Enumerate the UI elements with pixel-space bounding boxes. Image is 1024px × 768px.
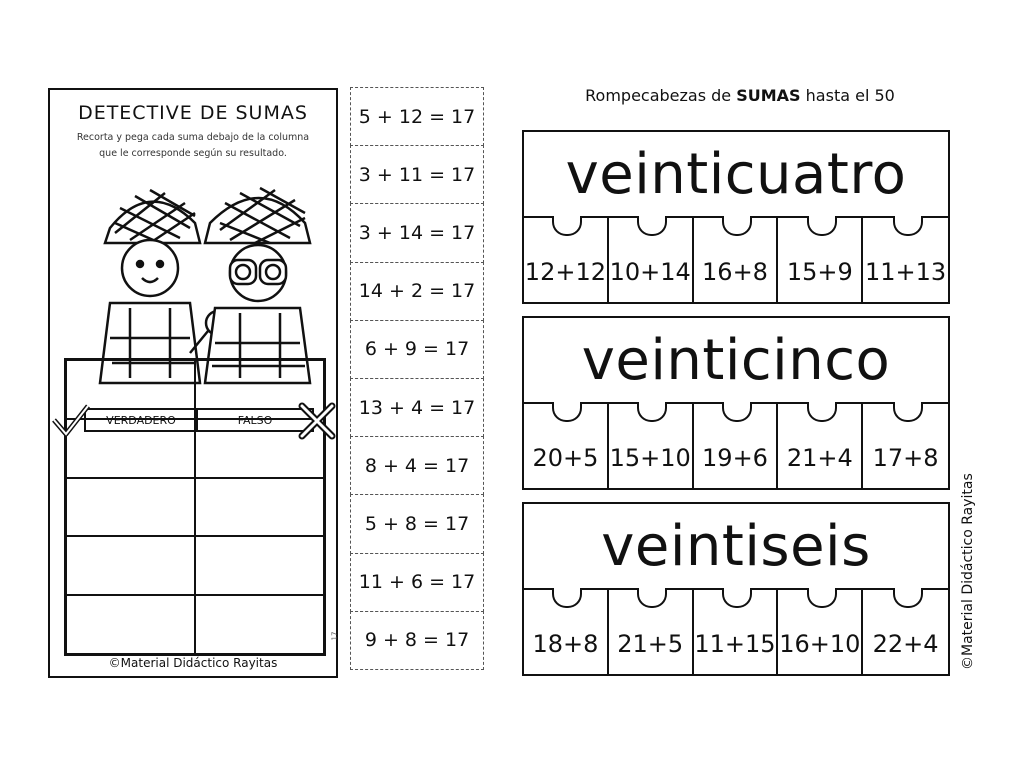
puzzle-sums [522,218,950,304]
cutout-sum[interactable]: 3 + 14 = 17 [350,203,484,262]
puzzle-piece-sum: 11+15 [694,630,776,658]
column-header-true: VERDADERO [84,408,198,432]
side-copyright: ©Material Didáctico Rayitas [960,473,976,670]
cutout-sum[interactable]: 11 + 6 = 17 [350,553,484,612]
answer-cell[interactable] [66,536,195,595]
puzzles-title-bold: SUMAS [736,86,801,105]
cutout-sum[interactable]: 14 + 2 = 17 [350,262,484,321]
worksheet-copyright: ©Material Didáctico Rayitas [108,656,278,670]
cross-icon [298,402,336,440]
puzzle-piece[interactable] [863,590,948,674]
puzzle-piece[interactable] [778,590,863,674]
cutout-sum[interactable]: 9 + 8 = 17 [350,611,484,670]
puzzle-1 [522,130,950,304]
puzzle-piece-sum: 15+9 [786,258,853,286]
puzzle-piece-sum: 16+8 [702,258,768,286]
puzzle-word[interactable]: veinticuatro [522,130,950,218]
puzzle-piece-sum: 21+4 [786,444,853,472]
cutout-sum[interactable]: 5 + 12 = 17 [350,87,484,146]
worksheet [48,88,338,678]
answer-grid[interactable] [64,358,326,656]
puzzle-piece[interactable] [778,404,863,488]
puzzle-piece[interactable] [694,218,779,302]
puzzle-3 [522,502,950,676]
cutout-sum[interactable]: 6 + 9 = 17 [350,320,484,379]
puzzles-title [520,86,960,105]
puzzle-piece[interactable] [524,218,609,302]
cutout-strip [350,88,484,680]
puzzles-title-suffix: hasta el 50 [800,86,895,105]
check-icon [50,400,90,440]
puzzle-piece-sum: 19+6 [702,444,768,472]
answer-cell[interactable] [195,595,324,654]
puzzle-piece[interactable] [694,590,779,674]
puzzle-piece-sum: 10+14 [609,258,691,286]
puzzle-sums [522,404,950,490]
puzzle-piece[interactable] [524,590,609,674]
puzzle-piece-sum: 17+8 [872,444,939,472]
puzzle-piece-sum: 22+4 [872,630,939,658]
puzzle-piece[interactable] [609,404,694,488]
puzzle-word[interactable]: veintiseis [522,502,950,590]
puzzle-piece[interactable] [694,404,779,488]
answer-cell[interactable] [195,536,324,595]
puzzle-piece-sum: 15+10 [609,444,691,472]
cutout-sum[interactable]: 3 + 11 = 17 [350,145,484,204]
answer-cell[interactable] [66,595,195,654]
worksheet-title: DETECTIVE DE SUMAS [78,102,308,124]
puzzle-piece-sum: 12+12 [524,258,606,286]
page-number: 17 [330,631,339,641]
puzzle-piece[interactable] [609,218,694,302]
puzzle-piece-sum: 16+10 [779,630,861,658]
worksheet-instructions: Recorta y pega cada suma debajo de la columna que le corresponde según su resultado. [76,132,310,159]
puzzles-title-prefix: Rompecabezas de [585,86,737,105]
puzzle-piece-sum: 20+5 [532,444,599,472]
puzzle-piece[interactable] [524,404,609,488]
puzzle-piece-sum: 21+5 [617,630,684,658]
answer-cell[interactable] [66,478,195,537]
cutout-sum[interactable]: 13 + 4 = 17 [350,378,484,437]
puzzle-piece[interactable] [609,590,694,674]
puzzle-piece[interactable] [778,218,863,302]
cutout-sum[interactable]: 5 + 8 = 17 [350,494,484,553]
puzzle-sums [522,590,950,676]
cutout-sum[interactable]: 8 + 4 = 17 [350,436,484,495]
puzzle-piece-sum: 18+8 [532,630,599,658]
puzzle-2 [522,316,950,490]
answer-cell[interactable] [195,478,324,537]
puzzle-piece[interactable] [863,218,948,302]
puzzle-piece[interactable] [863,404,948,488]
column-header-false: FALSO [196,408,314,432]
puzzle-piece-sum: 11+13 [865,258,947,286]
puzzle-word[interactable]: veinticinco [522,316,950,404]
